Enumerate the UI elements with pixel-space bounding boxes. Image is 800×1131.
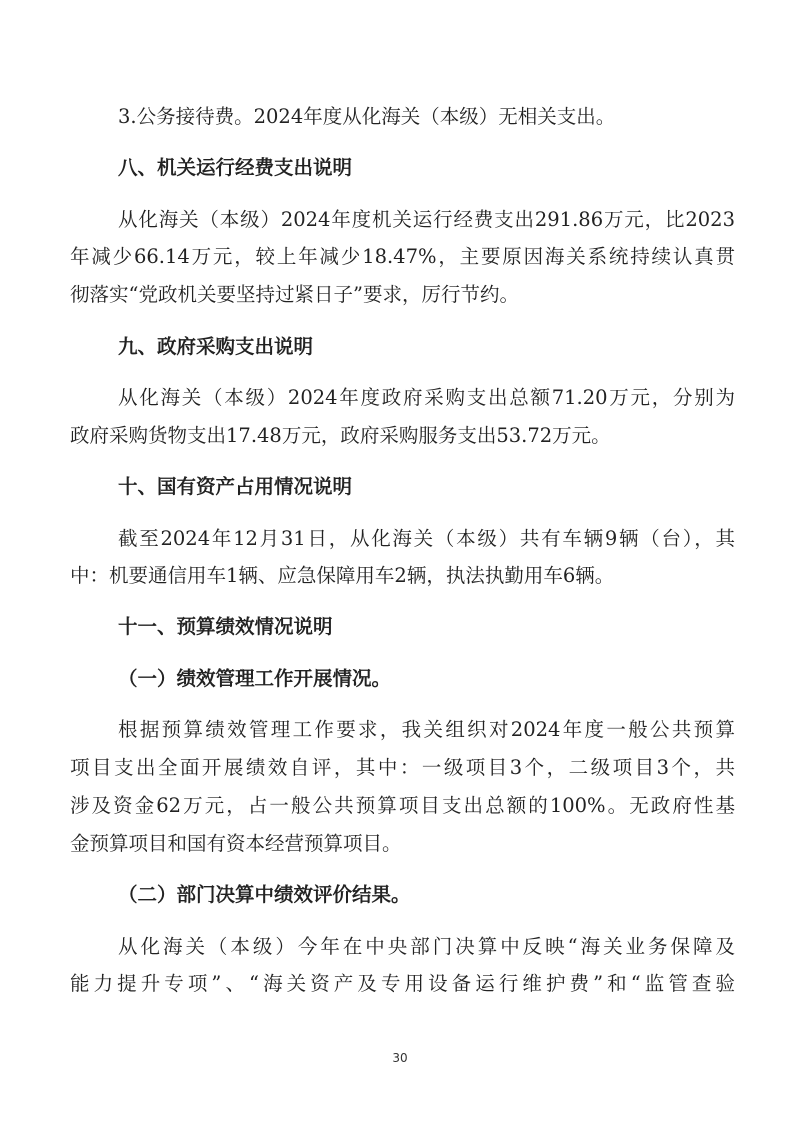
paragraph-line: 政府采购货物支出17.48万元，政府采购服务支出53.72万元。 <box>70 424 611 447</box>
paragraph-line: 能力提升专项”、“海关资产及专用设备运行维护费”和“监管查验 <box>70 972 735 995</box>
paragraph-line: 年减少66.14万元，较上年减少18.47%，主要原因海关系统持续认真贯 <box>70 245 735 268</box>
paragraph-line: 从化海关（本级）2024年度机关运行经费支出291.86万元，比2023 <box>118 208 735 231</box>
section-heading-operating-expenses: 八、机关运行经费支出说明 <box>118 156 353 179</box>
paragraph-line-reception-fee: 3.公务接待费。2024年度从化海关（本级）无相关支出。 <box>118 105 616 128</box>
subsection-heading-performance-management: （一）绩效管理工作开展情况。 <box>118 667 392 690</box>
paragraph-line: 项目支出全面开展绩效自评，其中：一级项目3个，二级项目3个，共 <box>70 756 735 779</box>
section-heading-budget-performance: 十一、预算绩效情况说明 <box>118 615 333 638</box>
paragraph-line: 从化海关（本级）今年在中央部门决算中反映“海关业务保障及 <box>118 935 735 958</box>
paragraph-line: 截至2024年12月31日，从化海关（本级）共有车辆9辆（台），其 <box>118 527 735 550</box>
subsection-heading-evaluation-results: （二）部门决算中绩效评价结果。 <box>118 883 411 906</box>
paragraph-line: 中：机要通信用车1辆、应急保障用车2辆，执法执勤用车6辆。 <box>70 564 615 587</box>
paragraph-line: 根据预算绩效管理工作要求，我关组织对2024年度一般公共预算 <box>118 718 735 741</box>
section-heading-government-procurement: 九、政府采购支出说明 <box>118 335 314 358</box>
paragraph-line: 涉及资金62万元，占一般公共预算项目支出总额的100%。无政府性基 <box>70 794 735 817</box>
paragraph-line: 从化海关（本级）2024年度政府采购支出总额71.20万元，分别为 <box>118 386 735 409</box>
page-number: 30 <box>392 1051 408 1065</box>
paragraph-line: 彻落实“党政机关要坚持过紧日子”要求，厉行节约。 <box>70 283 519 306</box>
section-heading-state-assets: 十、国有资产占用情况说明 <box>118 475 353 498</box>
paragraph-line: 金预算项目和国有资本经营预算项目。 <box>70 832 402 855</box>
